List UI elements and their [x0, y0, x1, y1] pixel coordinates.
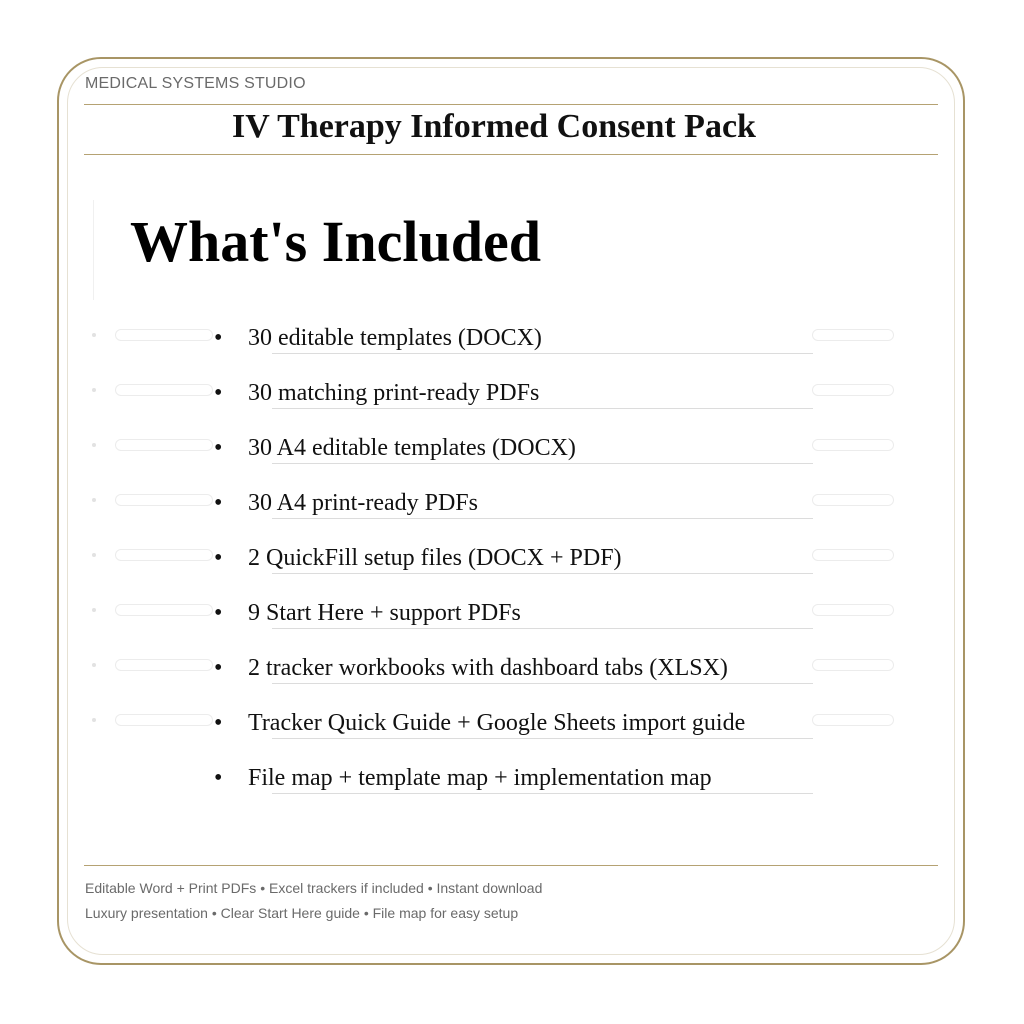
included-item-label: File map + template map + implementation map — [248, 765, 712, 791]
included-item-label: 30 A4 editable templates (DOCX) — [248, 435, 576, 461]
document-title: IV Therapy Informed Consent Pack — [232, 108, 756, 145]
included-item — [214, 435, 576, 465]
included-item-label: 2 QuickFill setup files (DOCX + PDF) — [248, 545, 622, 571]
bullet-icon: • — [214, 765, 223, 791]
included-item-label: 30 A4 print-ready PDFs — [248, 490, 478, 516]
bullet-icon: • — [214, 435, 223, 461]
bullet-icon: • — [214, 325, 223, 351]
included-item-label: 9 Start Here + support PDFs — [248, 600, 521, 626]
included-item — [214, 490, 478, 520]
included-item-label: 30 editable templates (DOCX) — [248, 325, 542, 351]
footer-line-2: Luxury presentation • Clear Start Here guide • File map for easy setup — [85, 905, 519, 921]
bullet-icon: • — [214, 490, 223, 516]
included-item — [214, 655, 728, 685]
included-item — [214, 600, 521, 630]
included-item — [214, 545, 622, 575]
included-item — [214, 710, 745, 740]
footer-line-1: Editable Word + Print PDFs • Excel trackers if included • Instant download — [85, 880, 543, 896]
bullet-icon: • — [214, 545, 223, 571]
footer-rule — [84, 865, 938, 866]
included-item — [214, 325, 542, 355]
bullet-icon: • — [214, 710, 223, 736]
included-item-label: 2 tracker workbooks with dashboard tabs (XLSX) — [248, 655, 728, 681]
included-item — [214, 765, 712, 795]
brand-label: MEDICAL SYSTEMS STUDIO — [85, 75, 306, 92]
section-heading: What's Included — [130, 209, 541, 274]
bullet-icon: • — [214, 655, 223, 681]
included-item-label: 30 matching print-ready PDFs — [248, 380, 540, 406]
bullet-icon: • — [214, 380, 223, 406]
included-item — [214, 380, 539, 410]
included-item-label: Tracker Quick Guide + Google Sheets import guide — [248, 710, 746, 736]
bullet-icon: • — [214, 600, 223, 626]
